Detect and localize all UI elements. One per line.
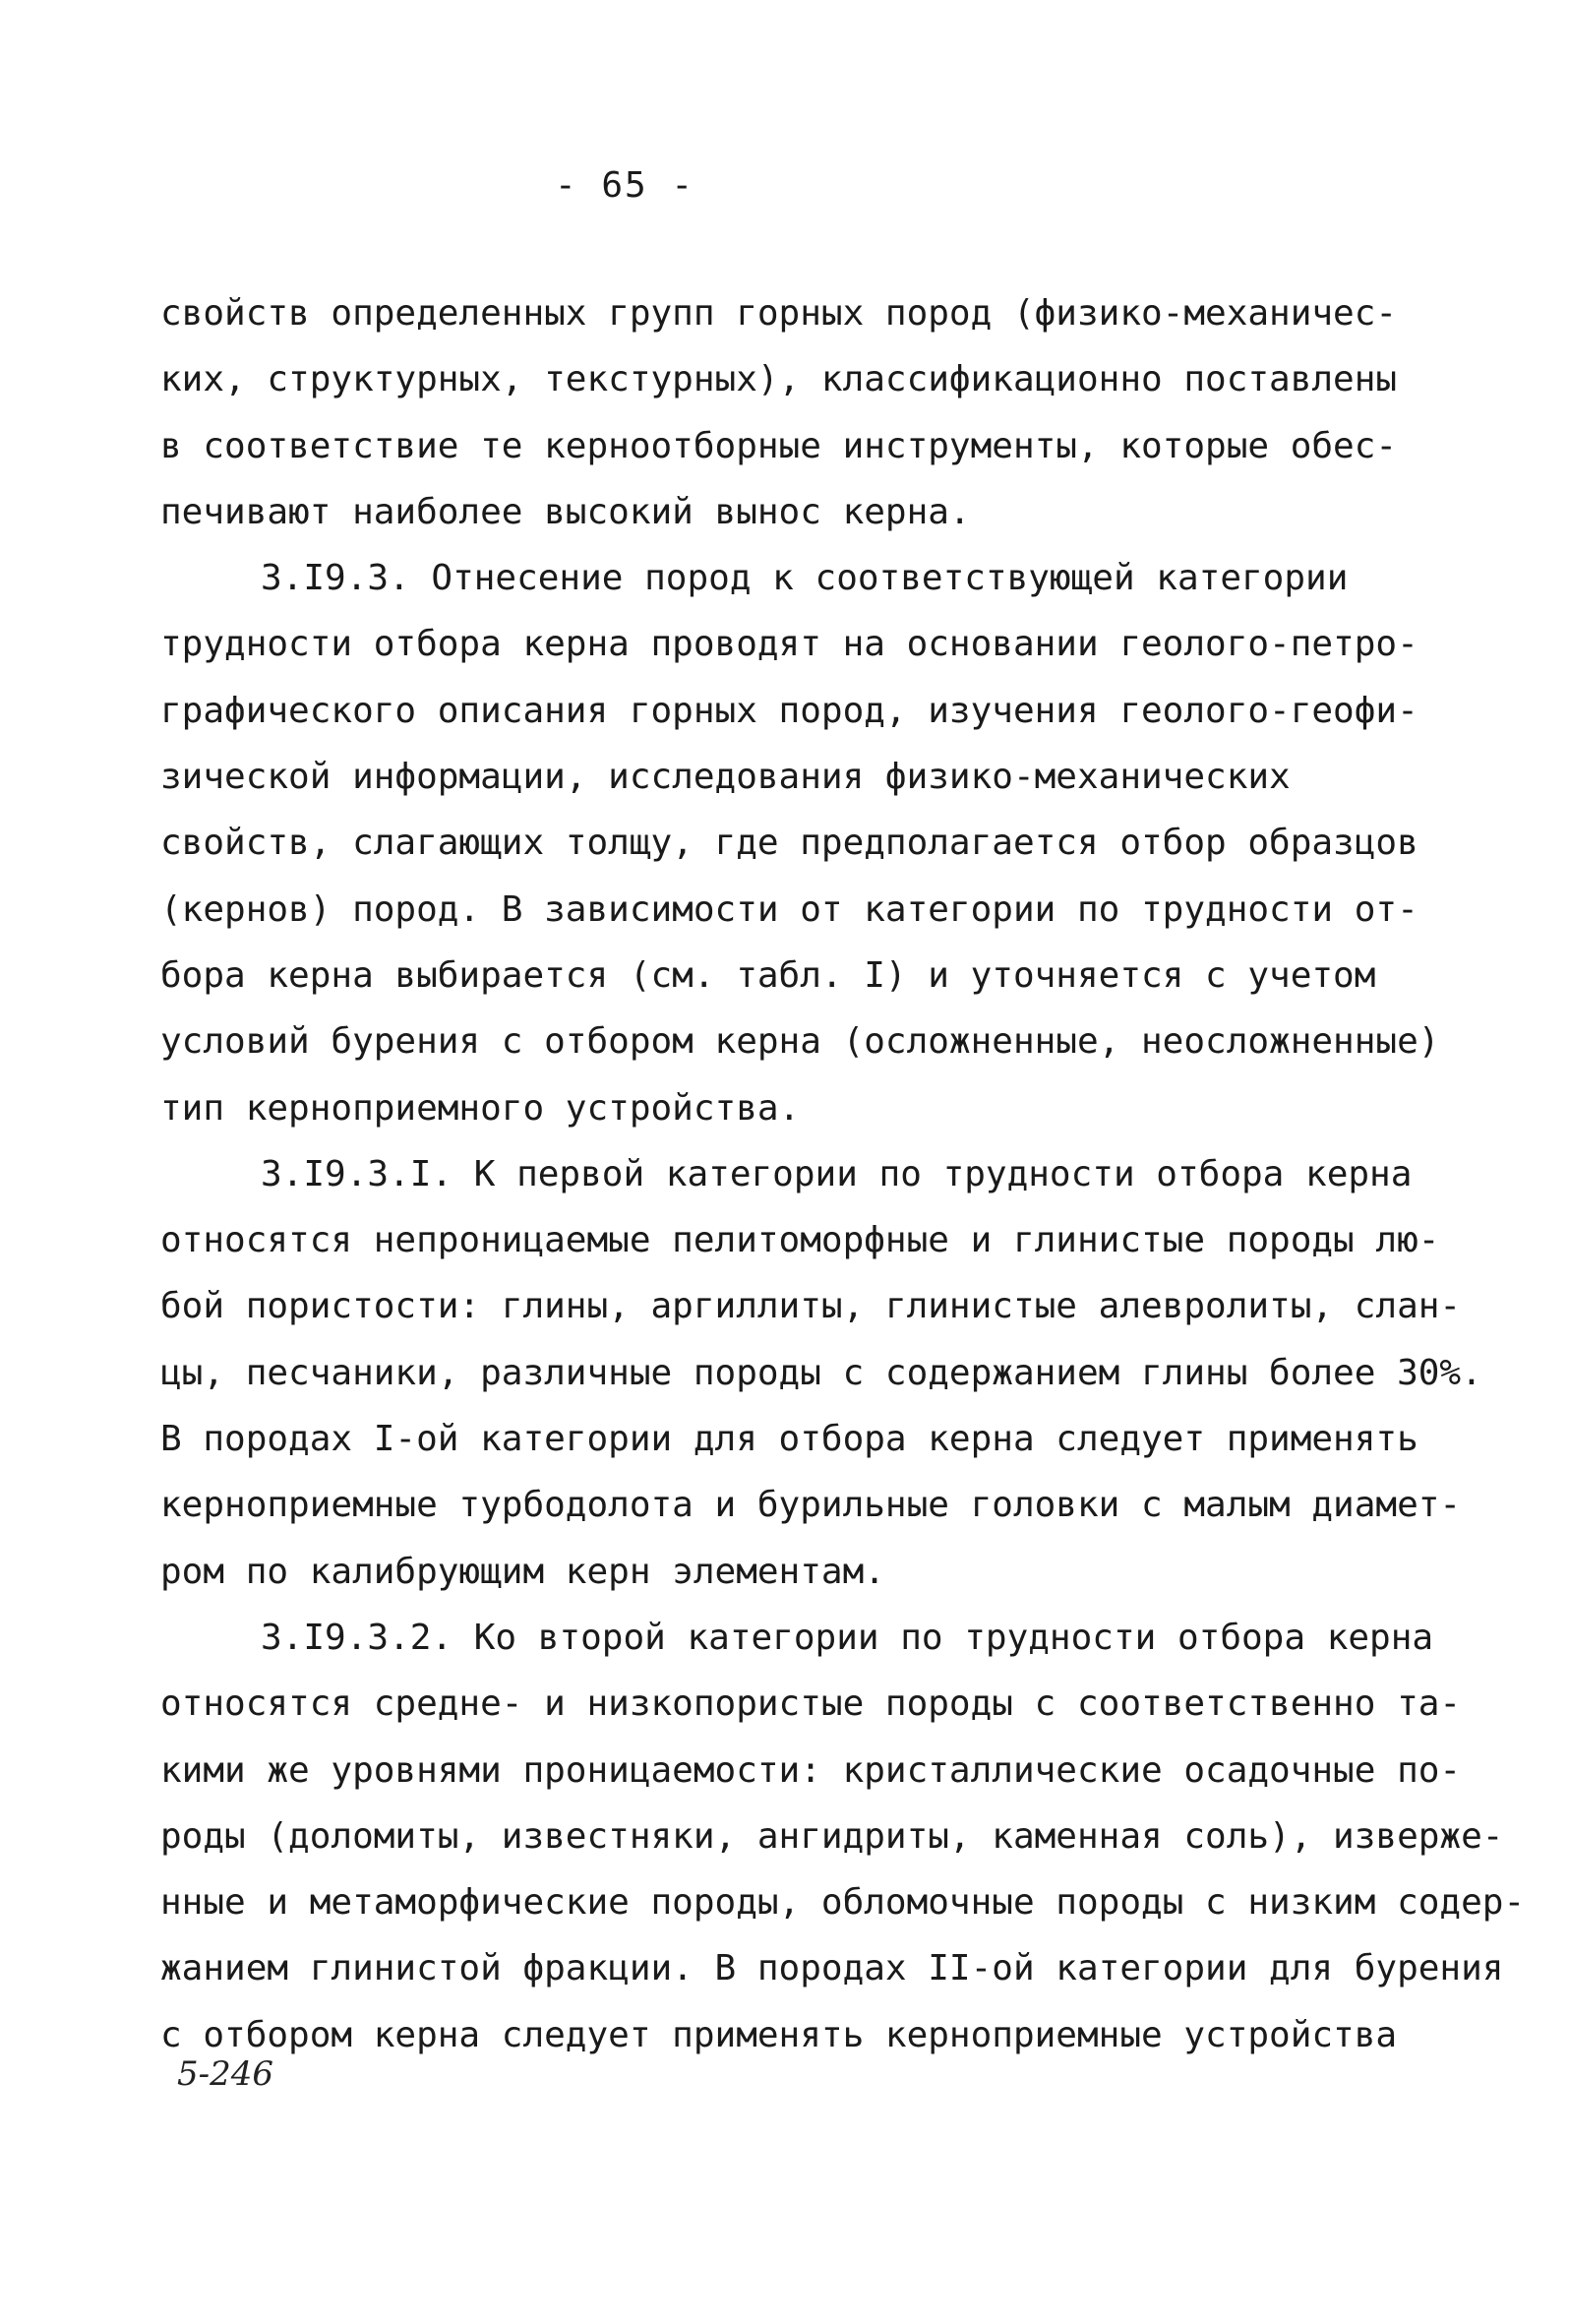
text-line: ких, структурных, текстурных), классификационно поставлены: [160, 359, 1398, 400]
text-line: (кернов) пород. В зависимости от категории по трудности от-: [160, 888, 1418, 930]
text-line: керноприемные турбодолота и бурильные головки с малым диамет-: [160, 1485, 1462, 1526]
paragraph-start-line: 3.I9.3.2. Ко второй категории по трудности отбора керна: [261, 1617, 1434, 1658]
text-line: В породах I-ой категории для отбора керна следует применять: [160, 1419, 1418, 1460]
text-line: жанием глинистой фракции. В породах II-ой категории для бурения: [160, 1948, 1504, 1989]
text-line: бора керна выбирается (см. табл. I) и уточняется с учетом: [160, 954, 1376, 996]
text-block: [160, 280, 1526, 2068]
paragraph-start-line: 3.I9.3.I. К первой категории по трудности отбора керна: [261, 1153, 1413, 1194]
page-number: - 65 -: [554, 165, 695, 206]
text-line: кими же уровнями проницаемости: кристаллические осадочные по-: [160, 1749, 1462, 1791]
text-line: в соответствие те керноотборные инструменты, которые обес-: [160, 425, 1398, 466]
text-line: относятся непроницаемые пелитоморфные и глинистые породы лю-: [160, 1220, 1440, 1261]
text-line: тип керноприемного устройства.: [160, 1087, 801, 1129]
text-line: зической информации, исследования физико-механических: [160, 757, 1291, 798]
text-line: с отбором керна следует применять керноприемные устройства: [160, 2014, 1398, 2055]
text-line: относятся средне- и низкопористые породы с соответственно та-: [160, 1683, 1462, 1725]
handwritten-note: 5-246: [177, 2054, 274, 2094]
text-line: роды (доломиты, известняки, ангидриты, каменная соль), изверже-: [160, 1815, 1504, 1857]
text-line: свойств, слагающих толщу, где предполагается отбор образцов: [160, 823, 1418, 864]
paragraph-start-line: 3.I9.3. Отнесение пород к соответствующей категории: [261, 558, 1349, 599]
text-line: нные и метаморфические породы, обломочные породы с низким содер-: [160, 1882, 1526, 1924]
text-line: свойств определенных групп горных пород (физико-механичес-: [160, 293, 1398, 334]
text-line: условий бурения с отбором керна (осложненные, неосложненные): [160, 1021, 1440, 1063]
text-line: графического описания горных пород, изучения геолого-геофи-: [160, 690, 1418, 731]
text-line: бой пористости: глины, аргиллиты, глинистые алевролиты, слан-: [160, 1286, 1462, 1327]
text-line: цы, песчаники, различные породы с содержанием глины более 30%.: [160, 1352, 1482, 1393]
text-line: трудности отбора керна проводят на основании геолого-петро-: [160, 624, 1418, 665]
text-line: ром по калибрующим керн элементам.: [160, 1551, 885, 1592]
text-line: печивают наиболее высокий вынос керна.: [160, 491, 971, 532]
